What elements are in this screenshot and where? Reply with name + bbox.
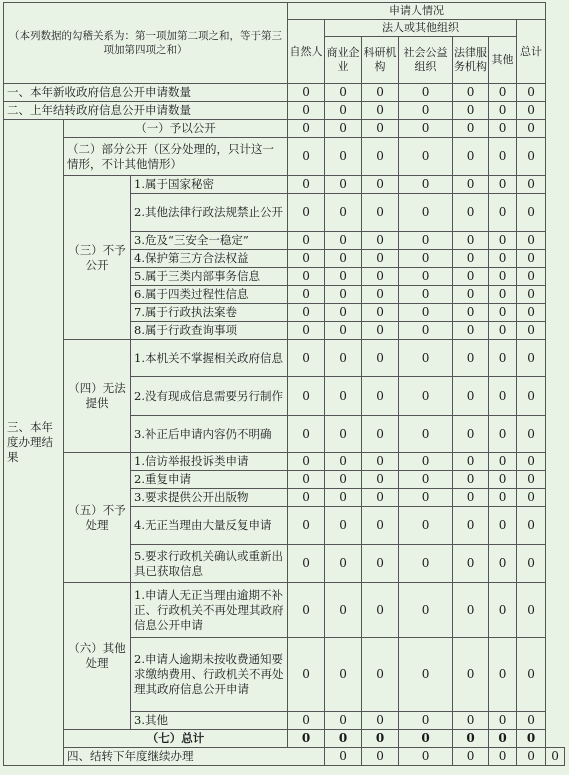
value-cell: 0 (399, 377, 453, 416)
value-cell: 0 (453, 268, 489, 286)
header-social: 社会公益组织 (399, 37, 453, 84)
value-cell: 0 (399, 138, 453, 176)
group-label: （五）不予处理 (64, 453, 131, 583)
value-cell: 0 (325, 340, 362, 377)
value-cell: 0 (362, 286, 399, 304)
value-cell: 0 (517, 304, 546, 322)
value-cell: 0 (517, 638, 546, 712)
value-cell: 0 (399, 304, 453, 322)
value-cell: 0 (399, 583, 453, 638)
value-cell: 0 (517, 176, 546, 194)
value-cell: 0 (288, 712, 325, 730)
value-cell: 0 (362, 453, 399, 471)
value-cell: 0 (517, 748, 546, 766)
group-label: （三）不予公开 (64, 176, 131, 340)
value-cell: 0 (399, 84, 453, 102)
value-cell: 0 (362, 583, 399, 638)
row-label: 8.属于行政查询事项 (131, 322, 288, 340)
value-cell: 0 (362, 638, 399, 712)
value-cell: 0 (517, 322, 546, 340)
value-cell: 0 (453, 250, 489, 268)
value-cell: 0 (362, 322, 399, 340)
value-cell: 0 (325, 730, 362, 748)
row-label: （二）部分公开（区分处理的，只计这一情形，不计其他情形） (64, 138, 288, 176)
row-label: 3.要求提供公开出版物 (131, 489, 288, 507)
value-cell: 0 (453, 340, 489, 377)
section-3-label: 三、本年度办理结果 (4, 120, 64, 766)
value-cell: 0 (453, 194, 489, 232)
value-cell: 0 (453, 120, 489, 138)
value-cell: 0 (288, 120, 325, 138)
value-cell: 0 (362, 176, 399, 194)
value-cell: 0 (399, 268, 453, 286)
value-cell: 0 (489, 545, 517, 583)
value-cell: 0 (453, 453, 489, 471)
row-label: 3.其他 (131, 712, 288, 730)
value-cell: 0 (517, 84, 546, 102)
value-cell: 0 (288, 453, 325, 471)
value-cell: 0 (362, 748, 399, 766)
value-cell: 0 (362, 416, 399, 453)
value-cell: 0 (362, 730, 399, 748)
value-cell: 0 (453, 286, 489, 304)
value-cell: 0 (453, 712, 489, 730)
row-label: 6.属于四类过程性信息 (131, 286, 288, 304)
value-cell: 0 (362, 507, 399, 545)
row-label: 3.补正后申请内容仍不明确 (131, 416, 288, 453)
value-cell: 0 (288, 176, 325, 194)
value-cell: 0 (288, 232, 325, 250)
value-cell: 0 (546, 748, 565, 766)
value-cell: 0 (453, 638, 489, 712)
header-natural: 自然人 (288, 20, 325, 84)
value-cell: 0 (489, 322, 517, 340)
value-cell: 0 (489, 102, 517, 120)
value-cell: 0 (325, 545, 362, 583)
value-cell: 0 (453, 84, 489, 102)
header-note: （本列数据的勾稽关系为：第一项加第二项之和，等于第三项加第四项之和） (4, 3, 288, 84)
value-cell: 0 (288, 377, 325, 416)
value-cell: 0 (489, 748, 517, 766)
row-label: 1.信访举报投诉类申请 (131, 453, 288, 471)
value-cell: 0 (362, 545, 399, 583)
value-cell: 0 (325, 489, 362, 507)
value-cell: 0 (517, 377, 546, 416)
value-cell: 0 (362, 232, 399, 250)
value-cell: 0 (399, 730, 453, 748)
value-cell: 0 (288, 286, 325, 304)
value-cell: 0 (489, 377, 517, 416)
value-cell: 0 (399, 286, 453, 304)
value-cell: 0 (362, 304, 399, 322)
row-label: 5.要求行政机关确认或重新出具已获取信息 (131, 545, 288, 583)
value-cell: 0 (517, 340, 546, 377)
value-cell: 0 (362, 471, 399, 489)
value-cell: 0 (362, 377, 399, 416)
value-cell: 0 (399, 638, 453, 712)
row-label: 5.属于三类内部事务信息 (131, 268, 288, 286)
value-cell: 0 (325, 194, 362, 232)
value-cell: 0 (288, 194, 325, 232)
value-cell: 0 (517, 250, 546, 268)
value-cell: 0 (399, 322, 453, 340)
value-cell: 0 (489, 453, 517, 471)
value-cell: 0 (399, 507, 453, 545)
value-cell: 0 (399, 232, 453, 250)
value-cell: 0 (489, 712, 517, 730)
value-cell: 0 (453, 748, 489, 766)
value-cell: 0 (453, 507, 489, 545)
header-legal-service: 法律服务机构 (453, 37, 489, 84)
value-cell: 0 (453, 489, 489, 507)
value-cell: 0 (517, 489, 546, 507)
application-stats-table (3, 2, 565, 766)
row-label: 7.属于行政执法案卷 (131, 304, 288, 322)
value-cell: 0 (517, 507, 546, 545)
value-cell: 0 (517, 194, 546, 232)
value-cell: 0 (489, 268, 517, 286)
value-cell: 0 (288, 489, 325, 507)
value-cell: 0 (362, 120, 399, 138)
value-cell: 0 (489, 176, 517, 194)
value-cell: 0 (399, 489, 453, 507)
row-label: 2.没有现成信息需要另行制作 (131, 377, 288, 416)
value-cell: 0 (288, 322, 325, 340)
row-label: 1.本机关不掌握相关政府信息 (131, 340, 288, 377)
value-cell: 0 (325, 471, 362, 489)
value-cell: 0 (362, 194, 399, 232)
header-total: 总计 (517, 20, 546, 84)
value-cell: 0 (325, 138, 362, 176)
value-cell: 0 (325, 453, 362, 471)
header-legal-group: 法人或其他组织 (325, 20, 517, 37)
row-label: 1.申请人无正当理由逾期不补正、行政机关不再处理其政府信息公开申请 (131, 583, 288, 638)
value-cell: 0 (288, 304, 325, 322)
value-cell: 0 (288, 340, 325, 377)
value-cell: 0 (325, 176, 362, 194)
value-cell: 0 (453, 471, 489, 489)
value-cell: 0 (325, 304, 362, 322)
value-cell: 0 (453, 138, 489, 176)
value-cell: 0 (489, 583, 517, 638)
value-cell: 0 (517, 120, 546, 138)
value-cell: 0 (489, 507, 517, 545)
value-cell: 0 (453, 377, 489, 416)
value-cell: 0 (489, 232, 517, 250)
value-cell: 0 (288, 730, 325, 748)
header-applicant: 申请人情况 (288, 3, 546, 20)
value-cell: 0 (517, 583, 546, 638)
row-label: 2.重复申请 (131, 471, 288, 489)
value-cell: 0 (517, 416, 546, 453)
value-cell: 0 (453, 102, 489, 120)
value-cell: 0 (399, 102, 453, 120)
value-cell: 0 (489, 489, 517, 507)
value-cell: 0 (325, 232, 362, 250)
value-cell: 0 (325, 102, 362, 120)
value-cell: 0 (362, 712, 399, 730)
value-cell: 0 (288, 545, 325, 583)
value-cell: 0 (489, 471, 517, 489)
row-label: （一）予以公开 (64, 120, 288, 138)
value-cell: 0 (489, 730, 517, 748)
value-cell: 0 (489, 250, 517, 268)
value-cell: 0 (325, 250, 362, 268)
value-cell: 0 (325, 286, 362, 304)
value-cell: 0 (362, 489, 399, 507)
value-cell: 0 (453, 176, 489, 194)
value-cell: 0 (362, 250, 399, 268)
value-cell: 0 (362, 340, 399, 377)
row-label: 四、结转下年度继续办理 (64, 748, 325, 766)
value-cell: 0 (489, 340, 517, 377)
value-cell: 0 (453, 416, 489, 453)
value-cell: 0 (399, 471, 453, 489)
value-cell: 0 (517, 545, 546, 583)
value-cell: 0 (325, 748, 362, 766)
value-cell: 0 (517, 471, 546, 489)
value-cell: 0 (517, 453, 546, 471)
value-cell: 0 (288, 416, 325, 453)
value-cell: 0 (399, 453, 453, 471)
value-cell: 0 (489, 416, 517, 453)
value-cell: 0 (325, 377, 362, 416)
value-cell: 0 (453, 304, 489, 322)
value-cell: 0 (399, 120, 453, 138)
value-cell: 0 (453, 545, 489, 583)
value-cell: 0 (325, 84, 362, 102)
header-other: 其他 (489, 37, 517, 84)
value-cell: 0 (288, 583, 325, 638)
value-cell: 0 (399, 194, 453, 232)
value-cell: 0 (362, 84, 399, 102)
value-cell: 0 (399, 176, 453, 194)
row-label: 4.无正当理由大量反复申请 (131, 507, 288, 545)
value-cell: 0 (489, 304, 517, 322)
value-cell: 0 (517, 730, 546, 748)
value-cell: 0 (453, 322, 489, 340)
value-cell: 0 (288, 471, 325, 489)
value-cell: 0 (325, 712, 362, 730)
value-cell: 0 (489, 138, 517, 176)
value-cell: 0 (399, 250, 453, 268)
value-cell: 0 (362, 102, 399, 120)
value-cell: 0 (288, 102, 325, 120)
row-label: 2.申请人逾期未按收费通知要求缴纳费用、行政机关不再处理其政府信息公开申请 (131, 638, 288, 712)
row-label: 3.危及“三安全一稳定” (131, 232, 288, 250)
row-label: 二、上年结转政府信息公开申请数量 (4, 102, 288, 120)
value-cell: 0 (362, 138, 399, 176)
value-cell: 0 (399, 545, 453, 583)
value-cell: 0 (288, 138, 325, 176)
value-cell: 0 (399, 712, 453, 730)
value-cell: 0 (325, 638, 362, 712)
row-label: 4.保护第三方合法权益 (131, 250, 288, 268)
value-cell: 0 (453, 232, 489, 250)
value-cell: 0 (517, 286, 546, 304)
value-cell: 0 (489, 638, 517, 712)
value-cell: 0 (325, 507, 362, 545)
value-cell: 0 (517, 232, 546, 250)
value-cell: 0 (325, 322, 362, 340)
value-cell: 0 (399, 340, 453, 377)
value-cell: 0 (453, 730, 489, 748)
header-business: 商业企业 (325, 37, 362, 84)
group-label: （四）无法提供 (64, 340, 131, 453)
value-cell: 0 (288, 84, 325, 102)
header-research: 科研机构 (362, 37, 399, 84)
row-label: 一、本年新收政府信息公开申请数量 (4, 84, 288, 102)
row-label-total: （七）总计 (64, 730, 288, 748)
value-cell: 0 (288, 507, 325, 545)
value-cell: 0 (362, 268, 399, 286)
value-cell: 0 (453, 583, 489, 638)
value-cell: 0 (489, 84, 517, 102)
value-cell: 0 (517, 712, 546, 730)
value-cell: 0 (489, 194, 517, 232)
value-cell: 0 (399, 748, 453, 766)
value-cell: 0 (517, 268, 546, 286)
value-cell: 0 (288, 250, 325, 268)
row-label: 2.其他法律行政法规禁止公开 (131, 194, 288, 232)
row-label: 1.属于国家秘密 (131, 176, 288, 194)
group-label: （六）其他处理 (64, 583, 131, 730)
value-cell: 0 (489, 286, 517, 304)
value-cell: 0 (288, 268, 325, 286)
value-cell: 0 (489, 120, 517, 138)
value-cell: 0 (325, 268, 362, 286)
value-cell: 0 (288, 638, 325, 712)
value-cell: 0 (325, 583, 362, 638)
value-cell: 0 (517, 138, 546, 176)
value-cell: 0 (517, 102, 546, 120)
value-cell: 0 (325, 120, 362, 138)
value-cell: 0 (399, 416, 453, 453)
value-cell: 0 (325, 416, 362, 453)
